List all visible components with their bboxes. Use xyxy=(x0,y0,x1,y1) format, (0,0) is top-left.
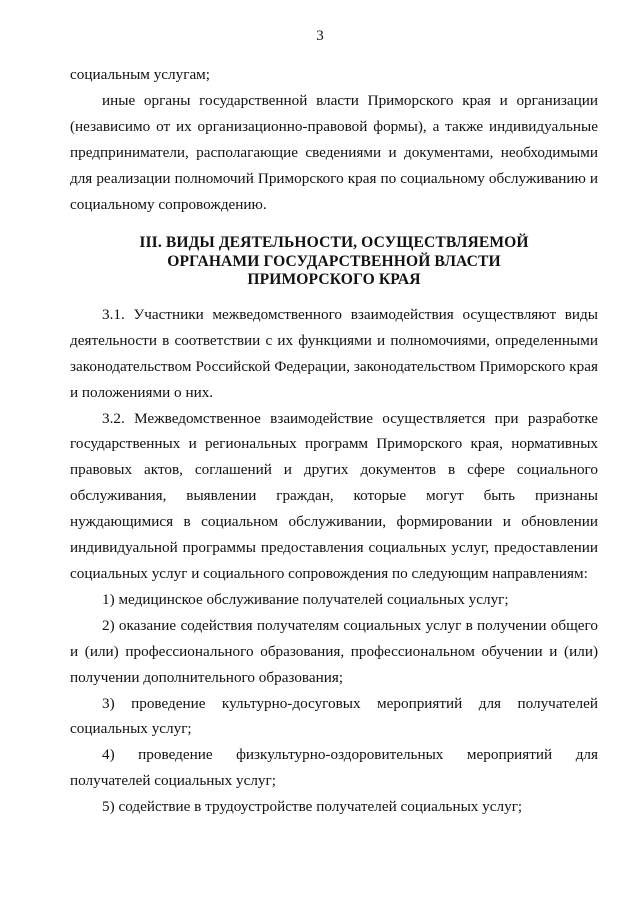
section-heading xyxy=(70,234,598,290)
list-item-3: 3) проведение культурно-досуговых мероприятий для получателей социальных услуг; xyxy=(70,694,598,738)
list-item-4: 4) проведение физкультурно-оздоровительных мероприятий для получателей социальных услуг; xyxy=(70,746,598,790)
section-heading-line-2: ОРГАНАМИ ГОСУДАРСТВЕННОЙ ВЛАСТИ xyxy=(167,252,501,270)
paragraph-3-2: 3.2. Межведомственное взаимодействие осуществляется при разработке государственных и региональных программ Приморского края, нормативных правовых актов, соглашений и других документов в сфере социального обслуживания, выявлении граждан, которые могут быть признаны нуждающимися в социальном обслуживании, формировании и обновлении индивидуальной программы предоставления социальных услуг, предоставлении социальных услуг и социального сопровождения по следующим направлениям: xyxy=(70,409,598,582)
section-heading-line-3: ПРИМОРСКОГО КРАЯ xyxy=(247,271,421,289)
paragraph-other-bodies: иные органы государственной власти Приморского края и организации (независимо от их организационно-правовой формы), а также индивидуальные предприниматели, располагающие сведениями и документами, необходимыми для реализации полномочий Приморского края по социальному обслуживанию и социальному сопровождению. xyxy=(70,91,598,213)
list-item-2: 2) оказание содействия получателям социальных услуг в получении общего и (или) профессионального образования, профессиональном обучении и (или) получении дополнительного образования; xyxy=(70,616,598,686)
list-item-1: 1) медицинское обслуживание получателей социальных услуг; xyxy=(102,590,509,608)
list-item-5: 5) содействие в трудоустройстве получателей социальных услуг; xyxy=(102,798,523,816)
paragraph-3-1: 3.1. Участники межведомственного взаимодействия осуществляют виды деятельности в соответствии с их функциями и полномочиями, определенными законодательством Российской Федерации, законодательством Приморского края и положениями о них. xyxy=(70,305,598,401)
section-heading-line-1: III. ВИДЫ ДЕЯТЕЛЬНОСТИ, ОСУЩЕСТВЛЯЕМОЙ xyxy=(139,234,529,252)
paragraph-continuation: социальным услугам; xyxy=(70,66,211,83)
document-body xyxy=(70,62,598,820)
page-number: 3 xyxy=(316,28,324,44)
